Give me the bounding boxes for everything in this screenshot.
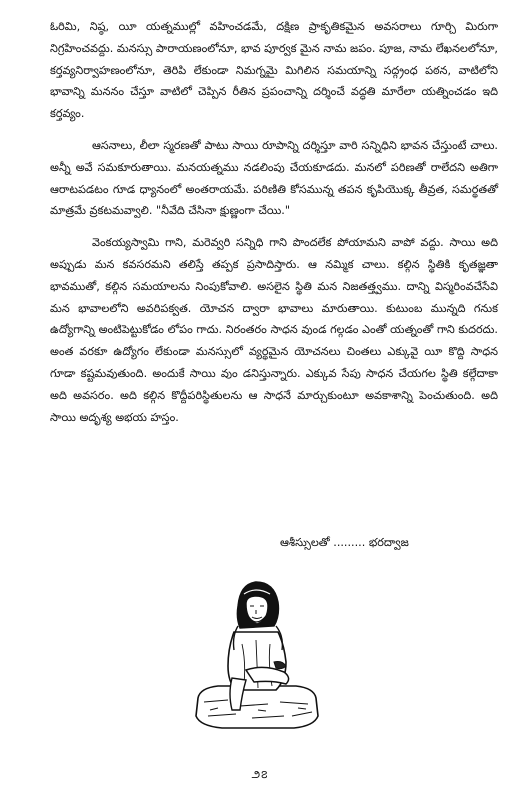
paragraph-3: వెంకయ్యస్వామి గాని, మరెవ్వరి సన్నిధి గాని పొందలేక పోయామని వాపో వద్దు. సాయి అది అప్పుడు మన కవసరమని తలిస్తే తప్పక ప్రసాదిస్తారు. ఆ నమ్మిక చాలు. కల్గిన స్థితికి కృతజ్ఞతా భావముతో, కల్గిన సమయాలను నింపుకోవాలి. అసలైన స్థితి మన నిజతత్త్వము. దాన్ని విస్మరింవచేసేవి మన భావాలలోని అవరిపక్వత. యోచన ద్వారా భావాలు మారుతాయి. కుటుంబ మున్నది గనుక ఉద్యోగాన్ని అంటిపెట్టుకోడం లోపం గాదు. నిరంతరం సాధన వుండ గల్గడం ఎంతో యత్నంతో గాని కుదరదు. అంత వరకూ ఉద్యోగం లేకుండా మనస్సులో వ్యర్థమైన యోచనలు చింతలు ఎక్కువై యీ కొద్ది సాధన గూడా కష్టమవుతుంది. అందుకే సాయి వుం డనిస్తున్నారు. ఎక్కువ సేపు సాధన చేయగల స్థితి కల్గేదాకా అది అవసరం. అది కల్గిన కొద్దీపరిస్థితులను ఆ సాధనే మార్చుకుంటూ అవకాశాన్ని పెంచుతుంది. అది సాయి అదృశ్య అభయ హస్తం. bbox=[50, 236, 498, 424]
page-number: ౨౭ bbox=[251, 768, 269, 781]
paragraph-1: ఓరిమి, నిష్ఠ, యీ యత్నముల్లో వహించడమే, దక్షిణ ప్రాకృతికమైన అవసరాలు గూర్చి మిరుగా నిగ్రహించవద్దు. మనస్సు పారాయణంలోనూ, భావ పూర్వక మైన నామ జపం. పూజ, నామ లేఖనలలోనూ, కర్తవ్యనిర్వాహణంలోనూ, తెరిపి లేకుండా నిమగ్నమై మిగిలిన సమయాన్ని సద్గ్రంధ పఠన, వాటిలోని భావాన్ని మననం చేస్తూ వాటిలో చెప్పిన రీతిన ప్రపంచాన్ని దర్శించే వద్ధతి మారేలా యత్నించడం ఇది కర్తవ్యం. bbox=[50, 20, 498, 121]
paragraph-2: ఆసనాలు, లీలా స్మరణతో పాటు సాయి రూపాన్ని దర్శిస్తూ వారి సన్నిధిని భావన చేస్తుంటే చాలు. అన్నీ అవే సమకూరుతాయి. మనయత్నము నడలింపు చేయకూడదు. మనలో పరిణతో రాలేదని అతిగా ఆరాటపడటం గూడ ధ్యానంలో అంతరాయమే. పరిణితి కోసమున్న తపన కృపియొక్క తీవ్రత, సమర్థతతో మాత్రమే వ్రకటమవ్వాలి. "నీవేది చేసినా క్షుణ్ణంగా చేయి." bbox=[50, 138, 498, 218]
signature-line: ఆశీస్సులతో ......... భరద్వాజ bbox=[280, 536, 409, 549]
sai-baba-illustration bbox=[188, 570, 326, 740]
body-text bbox=[50, 16, 498, 438]
